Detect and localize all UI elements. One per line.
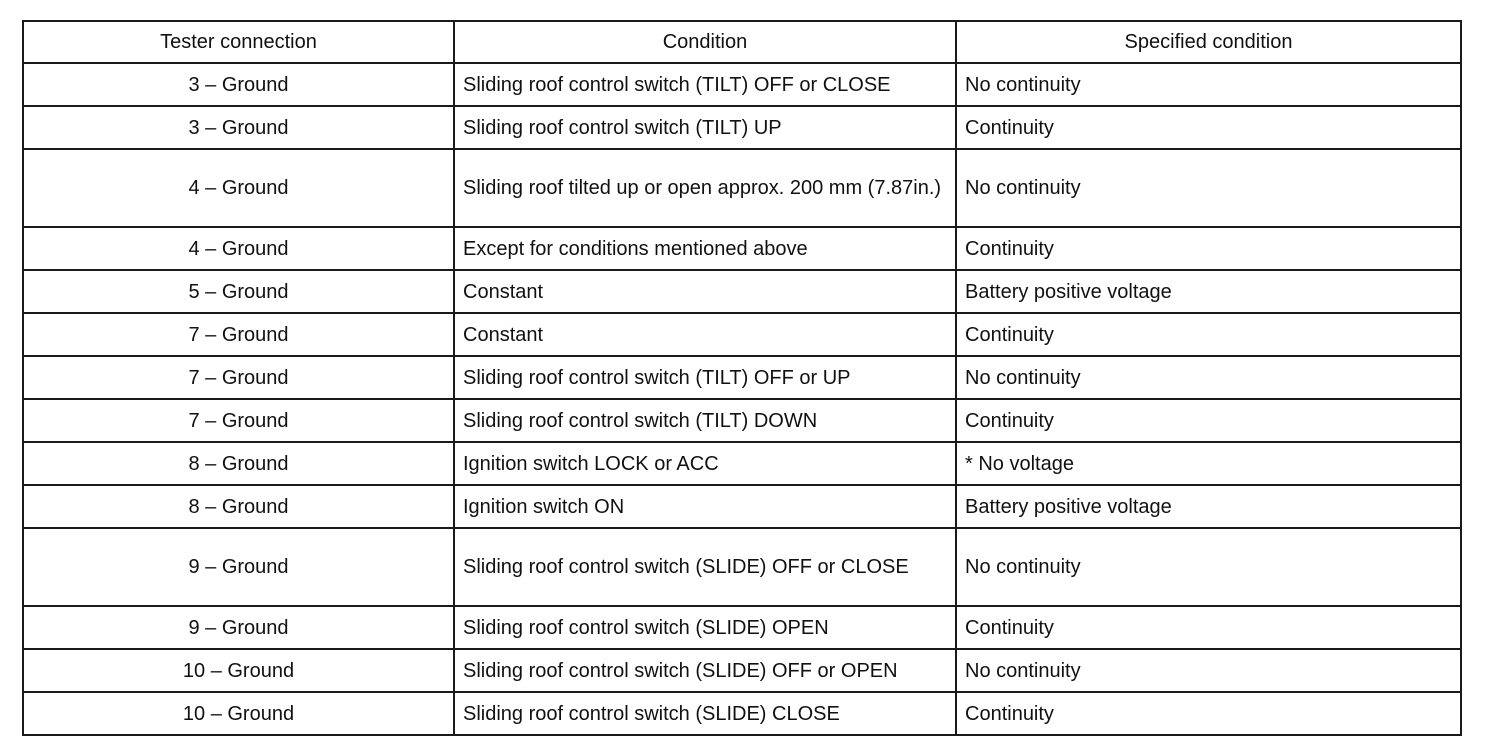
cell-condition: Ignition switch LOCK or ACC: [454, 442, 956, 485]
cell-tester-connection: 10 – Ground: [23, 649, 454, 692]
header-tester-connection: Tester connection: [23, 21, 454, 63]
cell-specified-condition: Continuity: [956, 313, 1461, 356]
cell-tester-connection: 8 – Ground: [23, 485, 454, 528]
cell-tester-connection: 8 – Ground: [23, 442, 454, 485]
table-row: [23, 399, 1461, 442]
cell-tester-connection: 4 – Ground: [23, 149, 454, 227]
table-row: [23, 313, 1461, 356]
cell-specified-condition: Continuity: [956, 692, 1461, 735]
cell-tester-connection: 9 – Ground: [23, 606, 454, 649]
header-row: [23, 21, 1461, 63]
cell-condition: Except for conditions mentioned above: [454, 227, 956, 270]
cell-condition: Sliding roof control switch (TILT) OFF or UP: [454, 356, 956, 399]
inspection-table: [22, 20, 1462, 736]
table-row: [23, 442, 1461, 485]
cell-tester-connection: 7 – Ground: [23, 356, 454, 399]
table-row: [23, 270, 1461, 313]
cell-condition: Sliding roof tilted up or open approx. 200 mm (7.87in.): [454, 149, 956, 227]
cell-condition: Ignition switch ON: [454, 485, 956, 528]
table-row: [23, 106, 1461, 149]
table-row: [23, 528, 1461, 606]
cell-condition: Constant: [454, 270, 956, 313]
cell-tester-connection: 10 – Ground: [23, 692, 454, 735]
cell-specified-condition: Battery positive voltage: [956, 485, 1461, 528]
cell-condition: Sliding roof control switch (SLIDE) CLOSE: [454, 692, 956, 735]
cell-specified-condition: Battery positive voltage: [956, 270, 1461, 313]
table-row: [23, 649, 1461, 692]
cell-specified-condition: Continuity: [956, 106, 1461, 149]
cell-specified-condition: No continuity: [956, 649, 1461, 692]
cell-condition: Constant: [454, 313, 956, 356]
cell-specified-condition: No continuity: [956, 149, 1461, 227]
cell-tester-connection: 5 – Ground: [23, 270, 454, 313]
table-row: [23, 356, 1461, 399]
header-condition: Condition: [454, 21, 956, 63]
cell-condition: Sliding roof control switch (TILT) OFF or CLOSE: [454, 63, 956, 106]
table-row: [23, 606, 1461, 649]
cell-condition: Sliding roof control switch (TILT) UP: [454, 106, 956, 149]
cell-specified-condition: Continuity: [956, 399, 1461, 442]
cell-tester-connection: 3 – Ground: [23, 63, 454, 106]
cell-condition: Sliding roof control switch (SLIDE) OPEN: [454, 606, 956, 649]
table-row: [23, 692, 1461, 735]
cell-tester-connection: 4 – Ground: [23, 227, 454, 270]
table-row: [23, 63, 1461, 106]
cell-tester-connection: 7 – Ground: [23, 313, 454, 356]
cell-specified-condition: No continuity: [956, 356, 1461, 399]
cell-specified-condition: * No voltage: [956, 442, 1461, 485]
cell-tester-connection: 7 – Ground: [23, 399, 454, 442]
table-row: [23, 149, 1461, 227]
cell-condition: Sliding roof control switch (SLIDE) OFF or OPEN: [454, 649, 956, 692]
cell-condition: Sliding roof control switch (SLIDE) OFF or CLOSE: [454, 528, 956, 606]
cell-specified-condition: No continuity: [956, 528, 1461, 606]
cell-condition: Sliding roof control switch (TILT) DOWN: [454, 399, 956, 442]
cell-tester-connection: 9 – Ground: [23, 528, 454, 606]
cell-specified-condition: Continuity: [956, 606, 1461, 649]
table-row: [23, 485, 1461, 528]
cell-tester-connection: 3 – Ground: [23, 106, 454, 149]
cell-specified-condition: No continuity: [956, 63, 1461, 106]
header-specified-condition: Specified condition: [956, 21, 1461, 63]
cell-specified-condition: Continuity: [956, 227, 1461, 270]
table-row: [23, 227, 1461, 270]
